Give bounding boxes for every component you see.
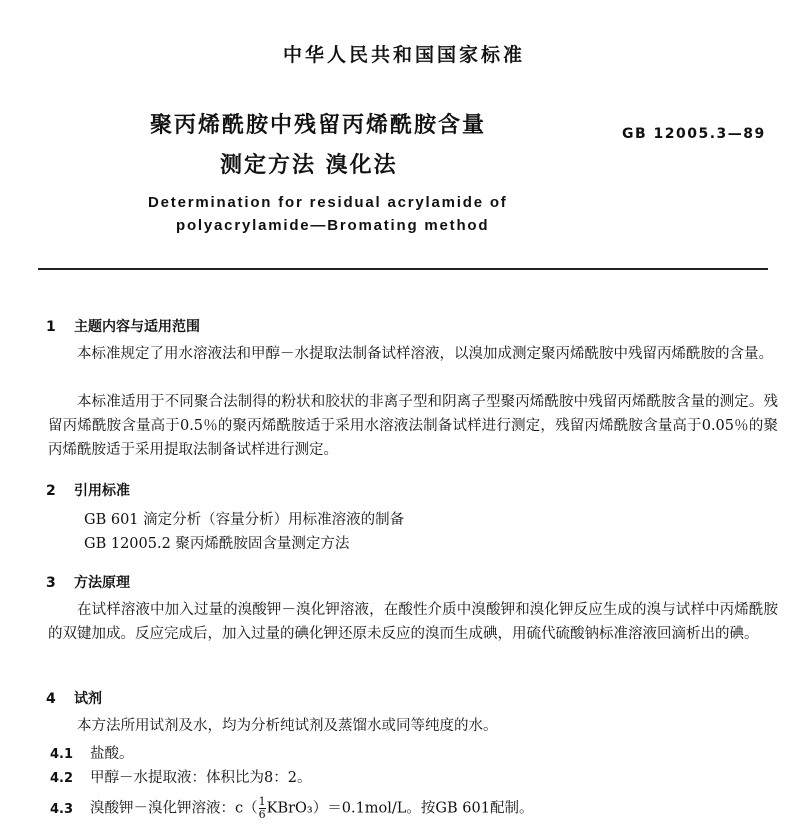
section-number: 4: [46, 691, 56, 707]
section-1-paragraph-2: 本标准适用于不同聚合法制得的粉状和胶状的非离子型和阴离子型聚丙烯酰胺中残留丙烯酰胺含量的测定。残留丙烯酰胺含量高于0.5％的聚丙烯酰胺适于采用水溶液法制备试样进行测定，残留丙烯酰胺含量高于0.05％的聚丙烯酰胺适于采用提取法制备试样进行测定。: [48, 394, 778, 458]
item-text: 甲醇－水提取液：体积比为8：2。: [90, 770, 312, 786]
section-4-heading: [46, 688, 102, 708]
section-title: 主题内容与适用范围: [74, 319, 200, 335]
fraction-numerator: 1: [258, 795, 266, 808]
fraction: [259, 796, 266, 821]
section-title: 引用标准: [74, 483, 130, 499]
item-text-post: KBrO₃）＝0.1mol/L。按GB 601配制。: [266, 800, 534, 817]
title-zh-line1: 聚丙烯酰胺中残留丙烯酰胺含量: [150, 113, 487, 138]
section-2-heading: [46, 480, 130, 500]
section-3-paragraph-1: 在试样溶液中加入过量的溴酸钾－溴化钾溶液，在酸性介质中溴酸钾和溴化钾反应生成的溴与试样中丙烯酰胺的双键加成。反应完成后，加入过量的碘化钾还原未反应的溴而生成碘，用硫代硫酸钠标准溶液回滴析出的碘。: [48, 602, 778, 642]
title-zh-line2: 测定方法 溴化法: [220, 153, 398, 178]
section-3-heading: [46, 572, 130, 592]
item-text-pre: 溴酸钾－溴化钾溶液：c（: [90, 800, 258, 817]
section-title: 试剂: [74, 691, 102, 707]
header-divider: [38, 268, 768, 270]
reference-gb12005-2: GB 12005.2 聚丙烯酰胺固含量测定方法: [84, 536, 350, 552]
reagent-item-4-2: [50, 766, 311, 787]
item-number: 4.1: [50, 747, 74, 762]
item-number: 4.2: [50, 771, 74, 786]
national-standard-header: 中华人民共和国国家标准: [282, 44, 525, 66]
reagent-item-4-3: [50, 796, 533, 821]
title-en-line1: Determination for residual acrylamide of: [148, 194, 508, 211]
title-en-line2: polyacrylamide—Bromating method: [176, 217, 490, 234]
item-text: 盐酸。: [90, 746, 134, 762]
section-title: 方法原理: [74, 575, 130, 591]
section-number: 3: [46, 575, 56, 591]
item-number: 4.3: [50, 801, 74, 817]
standard-code: GB 12005.3—89: [622, 126, 766, 142]
reference-gb601: GB 601 滴定分析（容量分析）用标准溶液的制备: [84, 512, 405, 528]
section-4-paragraph-1: 本方法所用试剂及水，均为分析纯试剂及蒸馏水或同等纯度的水。: [77, 718, 498, 734]
section-number: 2: [46, 483, 56, 499]
section-number: 1: [46, 319, 56, 335]
section-1-paragraph-1: 本标准规定了用水溶液法和甲醇－水提取法制备试样溶液，以溴加成测定聚丙烯酰胺中残留丙烯酰胺的含量。: [77, 346, 773, 362]
fraction-denominator: 6: [258, 808, 266, 821]
section-1-heading: [46, 316, 200, 336]
reagent-item-4-1: [50, 742, 134, 763]
